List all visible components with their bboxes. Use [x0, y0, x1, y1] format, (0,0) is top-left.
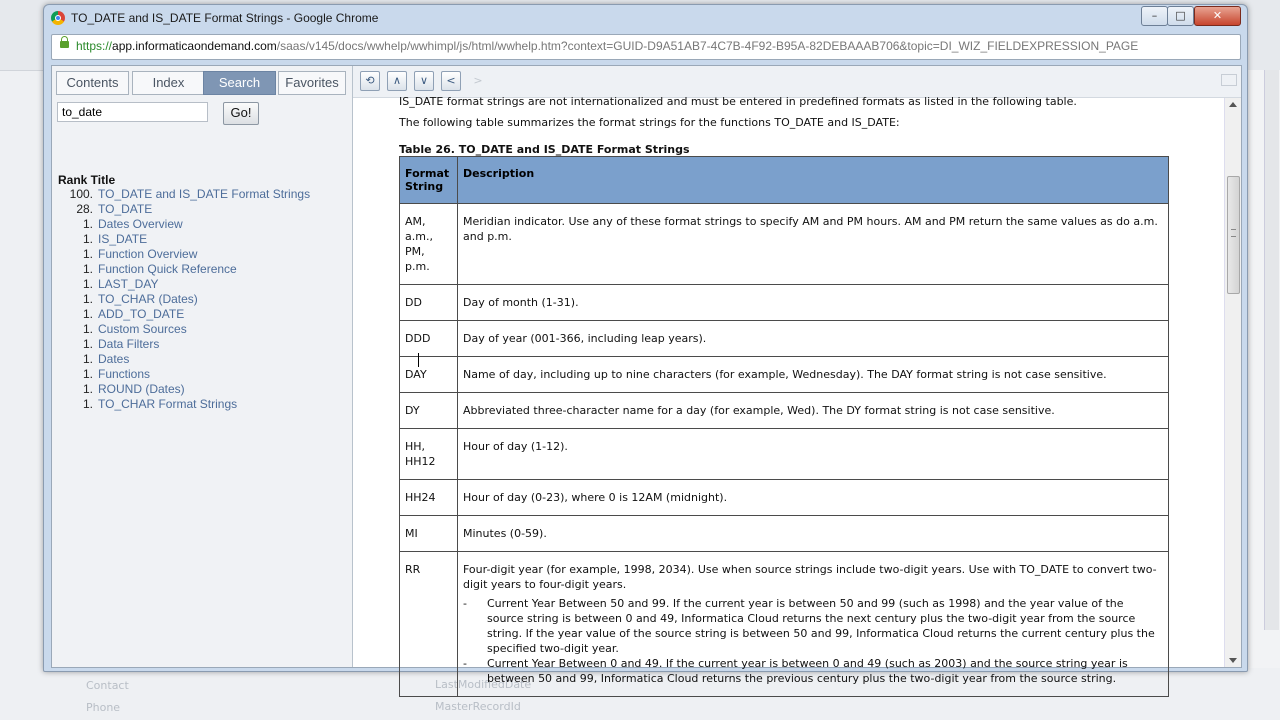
format-cell: DAY	[400, 357, 458, 393]
table-row	[400, 321, 1169, 357]
table-row-rr	[400, 552, 1169, 697]
tab-contents[interactable]: Contents	[56, 71, 129, 95]
background-scrollbar	[1264, 70, 1279, 630]
scroll-up-icon[interactable]	[1229, 102, 1237, 107]
result-row[interactable]	[52, 337, 352, 352]
url-path: /saas/v145/docs/wwhelp/wwhimpl/js/html/wwhelp.htm?context=GUID-D9A51AB7-4C7B-4F92-B95A-82DEBAAAB706&topic=DI_WIZ_FIELDEXPRESSION_PAGE	[276, 39, 1139, 53]
rr-bullet: - Current Year Between 50 and 99. If the current year is between 50 and 99 (such as 1998) and the year value of the source string is between 0 and 49, Informatica Cloud returns the next century plus the two-digit year from the source string. If the year value of the source string is between 50 and 99, Informatica Cloud returns the current century plus the specified two-digit year.	[463, 596, 1163, 656]
result-rank: 1.	[82, 232, 93, 246]
next-topic-button[interactable]: ∨	[414, 71, 434, 91]
result-rank: 1.	[82, 262, 93, 276]
scroll-down-icon[interactable]	[1229, 658, 1237, 663]
table-row	[400, 480, 1169, 516]
format-strings-table	[399, 156, 1169, 697]
result-row[interactable]	[52, 202, 352, 217]
result-rank: 1.	[82, 367, 93, 381]
result-link[interactable]: TO_DATE and IS_DATE Format Strings	[98, 187, 311, 201]
back-button[interactable]: <	[441, 71, 461, 91]
close-button[interactable]: ✕	[1194, 6, 1241, 26]
previous-topic-button[interactable]: ∧	[387, 71, 407, 91]
table-row	[400, 516, 1169, 552]
format-cell: AM, a.m., PM, p.m.	[400, 204, 458, 285]
minimize-button[interactable]: –	[1141, 6, 1168, 26]
result-row[interactable]	[52, 382, 352, 397]
description-cell: Hour of day (1-12).	[458, 429, 1169, 480]
result-row[interactable]	[52, 307, 352, 322]
title-bar	[44, 5, 1247, 33]
result-rank: 1.	[82, 307, 93, 321]
result-row[interactable]	[52, 277, 352, 292]
table-caption: Table 26. TO_DATE and IS_DATE Format Strings	[399, 143, 690, 156]
description-cell-rr	[458, 552, 1169, 697]
tab-index[interactable]: Index	[132, 71, 205, 95]
text-cursor	[418, 353, 420, 367]
result-row[interactable]	[52, 217, 352, 232]
background-item: Phone	[86, 701, 121, 714]
result-row[interactable]	[52, 352, 352, 367]
search-input[interactable]: to_date	[57, 102, 208, 122]
description-cell: Hour of day (0-23), where 0 is 12AM (midnight).	[458, 480, 1169, 516]
format-cell: MI	[400, 516, 458, 552]
result-link[interactable]: Custom Sources	[98, 322, 187, 336]
scroll-thumb[interactable]	[1227, 176, 1240, 294]
result-rank: 1.	[82, 277, 93, 291]
address-bar[interactable]	[51, 34, 1241, 60]
result-link[interactable]: Dates Overview	[98, 217, 183, 231]
result-link[interactable]: TO_DATE	[98, 202, 153, 216]
rr-bullet: - Current Year Between 0 and 49. If the current year is between 0 and 49 (such as 2003) and the source string year is between 50 and 99, Informatica Cloud returns the previous century plus the two-digit year from the source string.	[463, 656, 1163, 686]
go-button[interactable]: Go!	[223, 102, 259, 125]
result-rank: 1.	[82, 352, 93, 366]
result-rank: 1.	[82, 217, 93, 231]
intro-paragraph: The following table summarizes the format strings for the functions TO_DATE and IS_DATE:	[399, 116, 900, 129]
result-link[interactable]: Dates	[98, 352, 130, 366]
description-cell: Minutes (0-59).	[458, 516, 1169, 552]
description-cell: Abbreviated three-character name for a day (for example, Wed). The DY format string is not case sensitive.	[458, 393, 1169, 429]
background-item: Contact	[86, 679, 129, 692]
table-row	[400, 204, 1169, 285]
document-scrollbar[interactable]	[1224, 98, 1241, 667]
result-link[interactable]: TO_CHAR Format Strings	[98, 397, 238, 411]
chrome-logo-icon	[51, 11, 65, 25]
description-cell: Day of year (001-366, including leap years).	[458, 321, 1169, 357]
intro-paragraph-cut: IS_DATE format strings are not internationalized and must be entered in predefined formats as listed in the following table.	[399, 95, 1077, 108]
result-rank: 100.	[69, 187, 93, 201]
table-row	[400, 393, 1169, 429]
header-format-string: Format String	[400, 157, 458, 204]
result-link[interactable]: Function Overview	[98, 247, 198, 261]
url-text[interactable]	[76, 39, 1138, 53]
result-rank: 1.	[82, 247, 93, 261]
window-title: TO_DATE and IS_DATE Format Strings - Google Chrome	[71, 11, 379, 25]
result-link[interactable]: ADD_TO_DATE	[98, 307, 185, 321]
result-row[interactable]	[52, 292, 352, 307]
format-cell: HH24	[400, 480, 458, 516]
tab-favorites[interactable]: Favorites	[278, 71, 346, 95]
result-link[interactable]: ROUND (Dates)	[98, 382, 185, 396]
tab-search[interactable]: Search	[203, 71, 276, 95]
lock-icon	[60, 41, 69, 48]
description-cell: Day of month (1-31).	[458, 285, 1169, 321]
result-rank: 1.	[82, 322, 93, 336]
result-rank: 1.	[82, 337, 93, 351]
result-row[interactable]	[52, 247, 352, 262]
navigation-pane	[52, 66, 353, 667]
result-link[interactable]: Data Filters	[98, 337, 160, 351]
result-link[interactable]: TO_CHAR (Dates)	[98, 292, 198, 306]
url-host: app.informaticaondemand.com	[112, 39, 277, 53]
print-icon[interactable]	[1221, 74, 1237, 86]
nav-tabs	[52, 66, 352, 96]
result-link[interactable]: LAST_DAY	[98, 277, 159, 291]
result-row[interactable]	[52, 397, 352, 412]
result-row[interactable]	[52, 322, 352, 337]
description-cell: Meridian indicator. Use any of these format strings to specify AM and PM hours. AM and PM return the same values as do a.m. and p.m.	[458, 204, 1169, 285]
table-row	[400, 357, 1169, 393]
result-rank: 1.	[82, 292, 93, 306]
background-item: MasterRecordId	[435, 700, 521, 713]
result-link[interactable]: IS_DATE	[98, 232, 148, 246]
result-rank: 1.	[82, 382, 93, 396]
results-header: Rank Title	[58, 173, 116, 187]
format-cell: DD	[400, 285, 458, 321]
format-cell: HH, HH12	[400, 429, 458, 480]
result-row[interactable]	[52, 187, 352, 202]
header-description: Description	[458, 157, 1169, 204]
table-header-row	[400, 157, 1169, 204]
format-cell: RR	[400, 552, 458, 697]
table-row	[400, 285, 1169, 321]
result-rank: 1.	[82, 397, 93, 411]
url-scheme: https://	[76, 39, 113, 53]
rr-description: Four-digit year (for example, 1998, 2034). Use when source strings include two-digit years. Use with TO_DATE to convert two-digit years to four-digit years.	[463, 563, 1157, 591]
format-cell: DDD	[400, 321, 458, 357]
description-cell: Name of day, including up to nine characters (for example, Wednesday). The DAY format string is not case sensitive.	[458, 357, 1169, 393]
format-cell: DY	[400, 393, 458, 429]
result-link[interactable]: Functions	[98, 367, 151, 381]
result-row[interactable]	[52, 262, 352, 277]
maximize-button[interactable]: □	[1167, 6, 1194, 26]
search-results	[52, 187, 352, 412]
table-row	[400, 429, 1169, 480]
doc-toolbar	[353, 66, 1241, 98]
result-link[interactable]: Function Quick Reference	[98, 262, 237, 276]
background-item: LastModifiedDate	[435, 678, 532, 691]
rr-bullets	[463, 596, 1163, 686]
result-row[interactable]	[52, 367, 352, 382]
grip-icon	[1231, 229, 1236, 237]
sync-toc-button[interactable]: ⟲	[360, 71, 380, 91]
result-row[interactable]	[52, 232, 352, 247]
forward-button[interactable]: >	[473, 74, 483, 87]
result-rank: 28.	[76, 202, 93, 216]
